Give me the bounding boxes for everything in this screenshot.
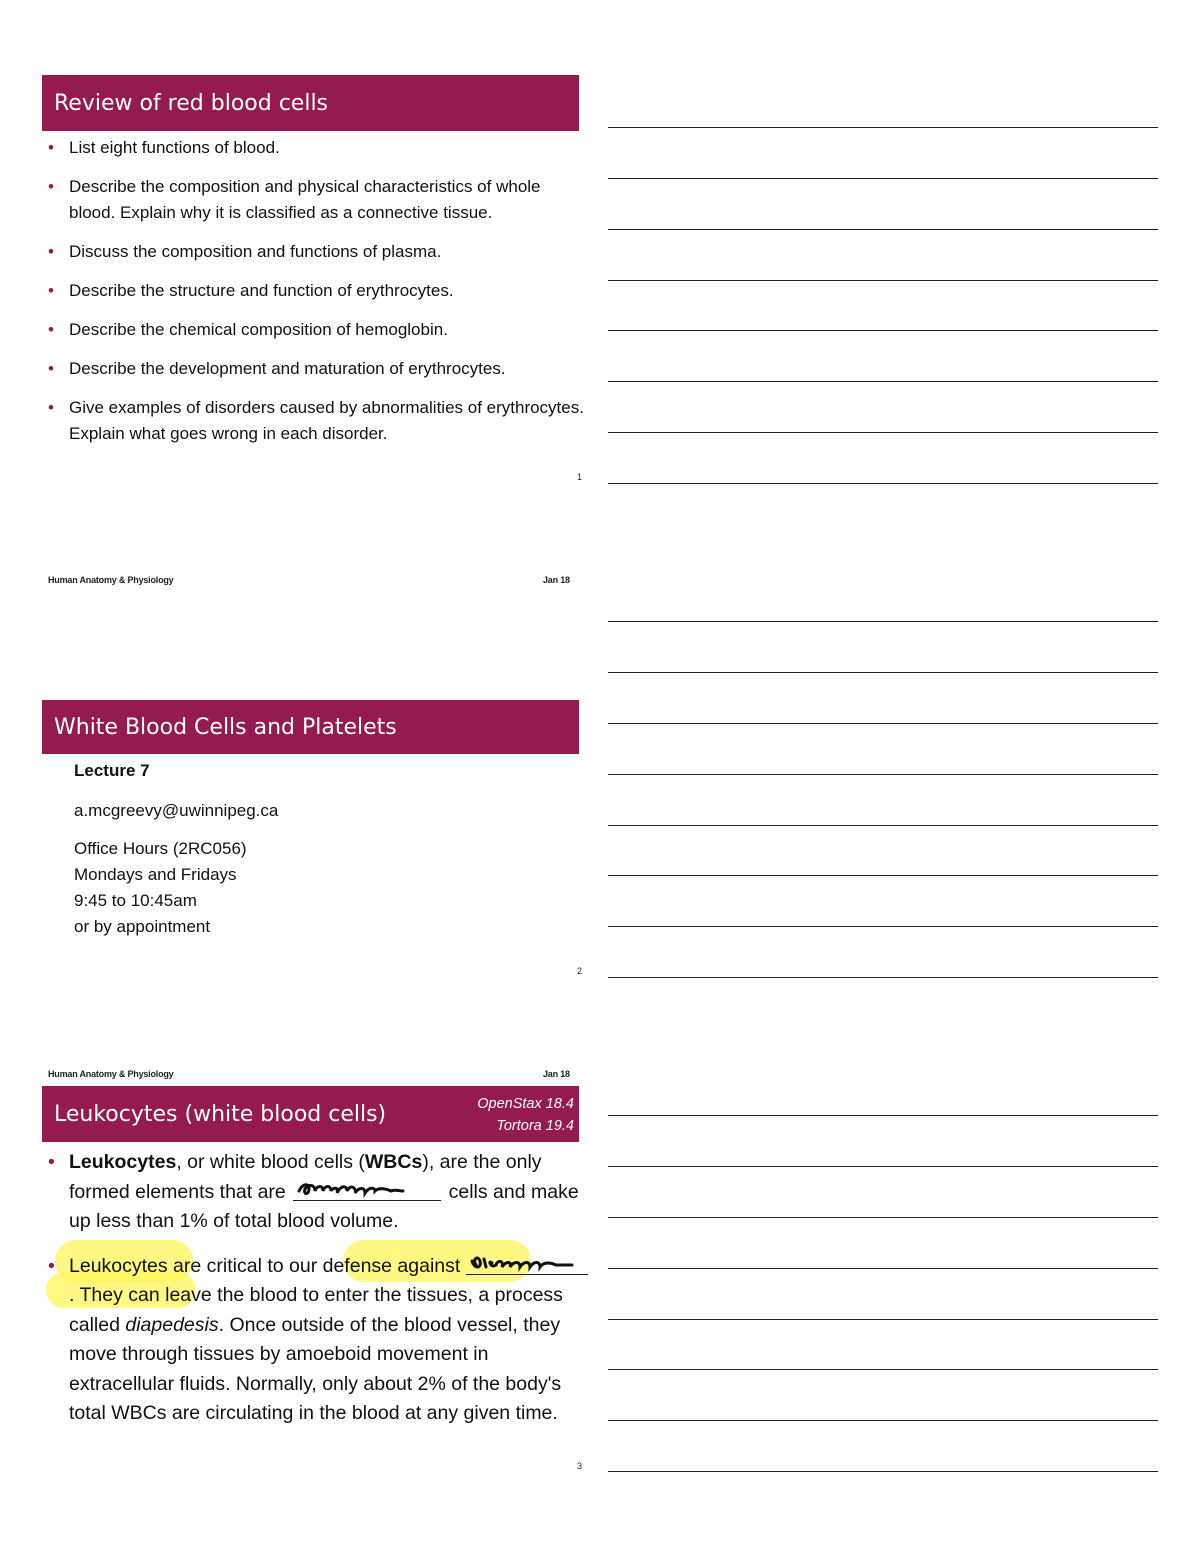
list-item [48, 1148, 593, 1237]
note-line[interactable] [608, 1217, 1158, 1218]
reference-tortora: Tortora 19.4 [496, 1118, 574, 1134]
slide3-number: 3 [577, 1461, 583, 1471]
list-item: • Describe the composition and physical characteristics of whole blood. Explain why it is classified as a connective tissue. [48, 174, 588, 226]
list-item: • Describe the structure and function of erythrocytes. [48, 278, 588, 304]
note-line[interactable] [608, 672, 1158, 673]
note-line[interactable] [608, 774, 1158, 775]
fill-in-blank[interactable] [466, 1254, 588, 1275]
slide1-footer-course: Human Anatomy & Physiology [48, 575, 174, 585]
slide1-bullet-list [48, 135, 588, 460]
note-line[interactable] [608, 875, 1158, 876]
note-line[interactable] [608, 1369, 1158, 1370]
note-line[interactable] [608, 825, 1158, 826]
note-line[interactable] [608, 1319, 1158, 1320]
reference-openstax: OpenStax 18.4 [477, 1096, 574, 1112]
note-line[interactable] [608, 330, 1158, 331]
slide2-footer-course: Human Anatomy & Physiology [48, 1069, 174, 1079]
slide2-title-bar [42, 700, 579, 754]
list-item: • List eight functions of blood. [48, 135, 588, 161]
textbook-references [477, 1093, 574, 1137]
note-line[interactable] [608, 1115, 1158, 1116]
slide1-title-bar [42, 75, 579, 131]
slide2-number: 2 [577, 966, 583, 976]
note-line[interactable] [608, 1471, 1158, 1472]
bullet-text: . They can leave the blood to enter the tissues, a process called [69, 1284, 563, 1336]
lecture-label: Lecture 7 [74, 761, 150, 780]
note-line[interactable] [608, 723, 1158, 724]
handwritten-answer-scribble [295, 1179, 405, 1199]
note-line[interactable] [608, 381, 1158, 382]
slide1-footer-date: Jan 18 [543, 575, 570, 585]
fill-in-blank[interactable] [293, 1180, 441, 1201]
note-line[interactable] [608, 432, 1158, 433]
list-item: • Describe the chemical composition of hemoglobin. [48, 317, 588, 343]
slide2-title: White Blood Cells and Platelets [54, 714, 397, 740]
list-item: • Describe the development and maturation of erythrocytes. [48, 356, 588, 382]
slide1-number: 1 [577, 472, 583, 482]
office-hours-line: or by appointment [74, 917, 211, 936]
handwritten-answer-scribble [468, 1253, 578, 1273]
list-item: • Give examples of disorders caused by abnormalities of erythrocytes. Explain what goes wrong in each disorder. [48, 395, 588, 447]
bullet-text: cells and make up less than 1% of total blood volume. [69, 1180, 579, 1232]
office-hours [74, 836, 247, 940]
list-item [48, 1252, 593, 1429]
slide2-footer-date: Jan 18 [543, 1069, 570, 1079]
note-line[interactable] [608, 178, 1158, 179]
slide3-bullet-list [48, 1148, 593, 1444]
note-line[interactable] [608, 229, 1158, 230]
bullet-text: . Once outside of the blood vessel, they move through tissues by amoeboid movement in extracellular fluids. Normally, only about 2% of the body's total WBCs are circulating in the blood at any given time. [69, 1313, 562, 1424]
note-line[interactable] [608, 621, 1158, 622]
note-line[interactable] [608, 1166, 1158, 1167]
bullet-text: , or white blood cells ( [176, 1151, 365, 1173]
note-line[interactable] [608, 1420, 1158, 1421]
note-line[interactable] [608, 280, 1158, 281]
note-line[interactable] [608, 127, 1158, 128]
slide1-title: Review of red blood cells [54, 90, 329, 116]
bullet-text: Leukocytes are critical to our defense against [69, 1254, 461, 1277]
note-line[interactable] [608, 483, 1158, 484]
slide3-title: Leukocytes (white blood cells) [54, 1101, 387, 1127]
note-line[interactable] [608, 1268, 1158, 1269]
wbc-abbreviation: WBCs [364, 1151, 423, 1173]
bullet-text: ), are the only formed elements that are [69, 1151, 542, 1203]
office-hours-line: 9:45 to 10:45am [74, 891, 197, 910]
diapedesis-term: diapedesis [125, 1313, 219, 1336]
office-hours-line: Mondays and Fridays [74, 865, 237, 884]
instructor-email: a.mcgreevy@uwinnipeg.ca [74, 801, 279, 820]
note-line[interactable] [608, 926, 1158, 927]
list-item: • Discuss the composition and functions of plasma. [48, 239, 588, 265]
office-hours-line: Office Hours (2RC056) [74, 839, 247, 858]
leukocytes-term: Leukocytes [69, 1151, 177, 1173]
note-line[interactable] [608, 977, 1158, 978]
